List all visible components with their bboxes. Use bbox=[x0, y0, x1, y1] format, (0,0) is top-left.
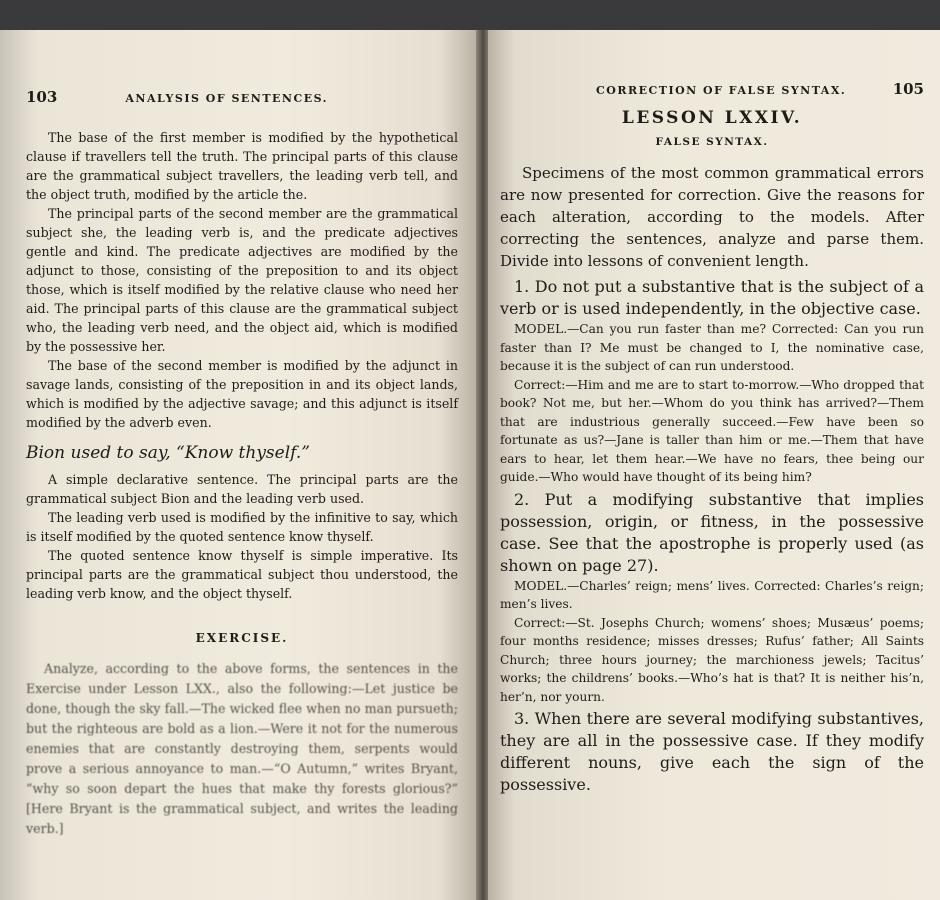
right-running-title: CORRECTION OF FALSE SYNTAX. bbox=[596, 84, 847, 97]
correct-exercise-1: Correct:—Him and me are to start to-morrow.—Who dropped that book? Not me, but her.—Whom do you think has arrived?—Them that are industrious generally succeed.—Few have been so fortunate as us?—Jane is taller than him or me.—Them that have ears to hear, let them hear.—We have no fears, thee being our guide.—Who would have thought of its being him? bbox=[500, 377, 924, 484]
left-running-title: ANALYSIS OF SENTENCES. bbox=[125, 92, 328, 105]
left-paragraph-6: The quoted sentence know thyself is simple imperative. Its principal parts are the grammatical subject thou understood, the leading verb know, and the object thyself. bbox=[26, 548, 458, 601]
left-page-number: 103 bbox=[26, 88, 58, 106]
left-paragraph-2: The principal parts of the second member are the grammatical subject she, the leading verb is, and the predicate adjectives gentle and kind. The predicate adjectives are modified by the adjunct to those, consisting of the preposition to and its object those, which is itself modified by the relative clause who need her aid. The principal parts of this clause are the grammatical subject who, the leading verb need, and the object aid, which is modified by the possessive her. bbox=[26, 206, 458, 354]
rule-1: 1. Do not put a substantive that is the subject of a verb or is used independently, in the objective case. bbox=[500, 277, 924, 318]
left-paragraph-1: The base of the first member is modified by the hypothetical clause if travellers tell the truth. The principal parts of this clause are the grammatical subject travellers, the leading verb tell, and the object truth, modified by the article the. bbox=[26, 130, 458, 202]
right-running-head bbox=[500, 80, 924, 98]
left-paragraph-3: The base of the second member is modified by the adjunct in savage lands, consisting of the preposition in and its object lands, which is modified by the adjective savage; and this adjunct is itself modified by the adverb even. bbox=[26, 358, 458, 430]
left-paragraph-4: A simple declarative sentence. The principal parts are the grammatical subject Bion and the leading verb used. bbox=[26, 472, 458, 506]
rule-3: 3. When there are several modifying substantives, they are all in the possessive case. If they modify different nouns, give each the sign of the possessive. bbox=[500, 709, 924, 794]
model-1: MODEL.—Can you run faster than me? Corrected: Can you run faster than I? Me must be changed to I, the nominative case, because it is the subject of can run understood. bbox=[500, 322, 924, 373]
correct-exercise-2: Correct:—St. Josephs Church; womens’ shoes; Musæus’ poems; four months residence; misses dresses; Rufus’ father; All Saints Church; three hours journey; the marchioness jewels; Tacitus’ works; the childrens’ books.—Who’s hat is that? It is neither his’n, her’n, nor yourn. bbox=[500, 615, 924, 704]
example-sentence-heading: Bion used to say, “Know thyself.” bbox=[26, 443, 310, 463]
left-page bbox=[0, 30, 478, 900]
right-page bbox=[488, 30, 940, 900]
right-page-number: 105 bbox=[892, 80, 924, 98]
exercise-heading: EXERCISE. bbox=[195, 631, 289, 645]
exercise-text: Analyze, according to the above forms, the sentences in the Exercise under Lesson LXX., also the following:—Let justice be done, though the sky fall.—The wicked flee when no man pursueth; but the righteous are bold as a lion.—Were it not for the numerous enemies that are constantly destroying them, serpents would prove a serious annoyance to man.—“O Autumn,” writes Bryant, “why so soon depart the hues that make thy forests glorious?” [Here Bryant is the grammatical subject, and writes the leading verb.] bbox=[26, 661, 458, 836]
model-2: MODEL.—Charles’ reign; mens’ lives. Corrected: Charles’s reign; men’s lives. bbox=[500, 578, 924, 611]
left-running-head bbox=[26, 88, 458, 106]
lesson-title: LESSON LXXIV. bbox=[621, 108, 803, 128]
left-paragraph-5: The leading verb used is modified by the infinitive to say, which is itself modified by the quoted sentence know thyself. bbox=[26, 510, 458, 544]
lesson-subtitle: FALSE SYNTAX. bbox=[655, 136, 769, 148]
lesson-intro: Specimens of the most common grammatical errors are now presented for correction. Give the reasons for each alteration, according to the models. After correcting the sentences, analyze and parse them. Divide into lessons of convenient length. bbox=[500, 164, 924, 270]
rule-2: 2. Put a modifying substantive that implies possession, origin, or fitness, in the possessive case. See that the apostrophe is properly used (as shown on page 27). bbox=[500, 489, 924, 575]
